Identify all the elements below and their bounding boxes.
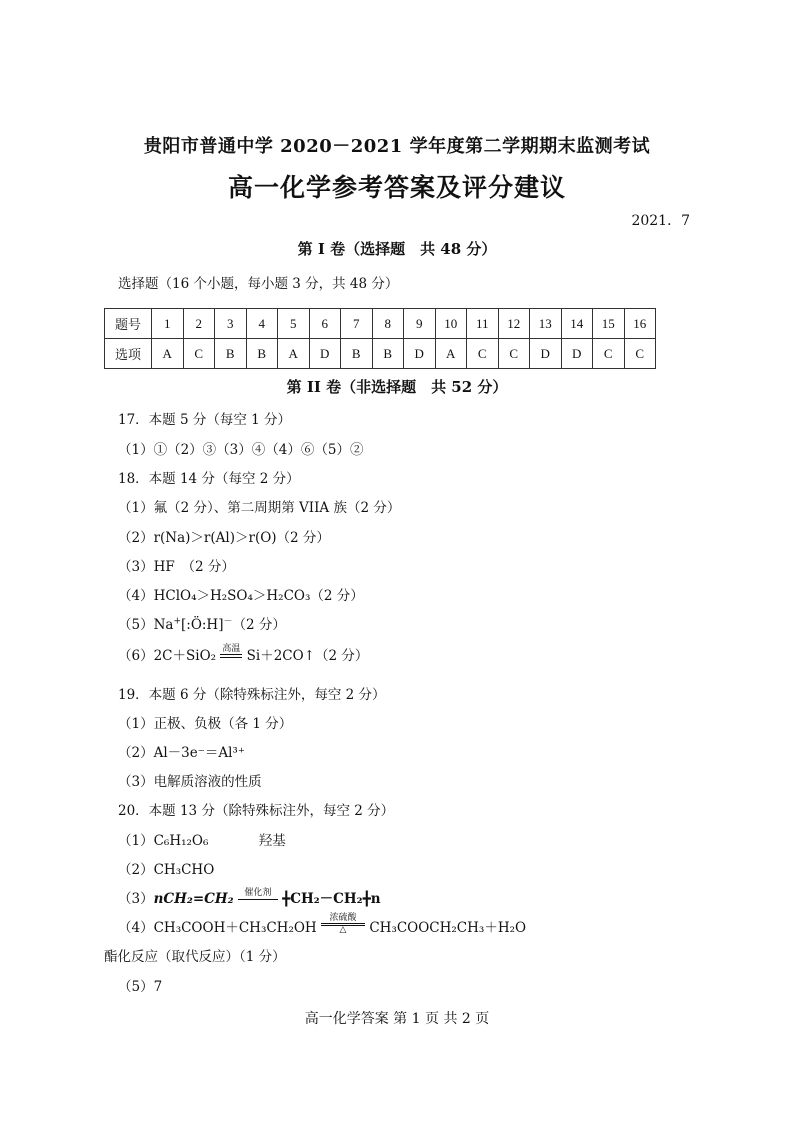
question-number-cell: 1	[152, 309, 184, 339]
question-number-cell: 10	[435, 309, 467, 339]
q20-answer-1	[118, 829, 286, 849]
part1-heading: 第 I 卷（选择题 共 48 分）	[297, 240, 497, 258]
q20-a4-left: （4）CH₃COOH＋CH₃CH₂OH	[118, 920, 317, 936]
superscript-plus: +	[173, 616, 181, 627]
answer-cell: A	[152, 339, 184, 369]
answer-cell: C	[593, 339, 625, 369]
arrow-right-icon	[238, 899, 278, 900]
table-row	[105, 339, 656, 369]
row-label: 题号	[105, 309, 152, 339]
answer-cell: B	[215, 339, 247, 369]
question-number-cell: 4	[246, 309, 278, 339]
q17-title: 17．本题 5 分（每空 1 分）	[118, 412, 292, 428]
answer-cell: B	[246, 339, 278, 369]
question-number-cell: 12	[498, 309, 530, 339]
question-number-cell: 2	[183, 309, 215, 339]
question-number-cell: 9	[404, 309, 436, 339]
reaction-condition-top: 浓硫酸	[329, 913, 357, 923]
answer-table	[104, 308, 656, 369]
q19-answer-2: （2）Al－3e⁻＝Al³⁺	[118, 745, 245, 761]
answer-cell: B	[372, 339, 404, 369]
q18-title: 18．本题 14 分（每空 2 分）	[118, 471, 300, 487]
part1-intro: 选择题（16 个小题，每小题 3 分，共 48 分）	[118, 276, 399, 292]
q18-answer-1: （1）氟（2 分）、第二周期第 VIIA 族（2 分）	[118, 500, 401, 516]
document-subtitle: 高一化学参考答案及评分建议	[227, 173, 566, 202]
q18-answer-5	[118, 613, 286, 633]
answer-cell: C	[467, 339, 499, 369]
row-label: 选项	[105, 339, 152, 369]
part2-heading: 第 II 卷（非选择题 共 52 分）	[286, 378, 508, 396]
question-number-cell: 8	[372, 309, 404, 339]
q20-answer-4	[118, 913, 527, 936]
question-number-cell: 6	[309, 309, 341, 339]
question-number-cell: 15	[593, 309, 625, 339]
q19-answer-3: （3）电解质溶液的性质	[118, 774, 262, 790]
q20-answer-2: （2）CH₃CHO	[118, 862, 215, 878]
question-number-cell: 7	[341, 309, 373, 339]
q18-a6-suffix: Si＋2CO↑（2 分）	[246, 648, 369, 664]
equals-arrow	[220, 645, 242, 658]
question-number-cell: 13	[530, 309, 562, 339]
date: 2021．7	[631, 213, 690, 229]
q20-title: 20．本题 13 分（除特殊标注外，每空 2 分）	[118, 803, 395, 819]
answer-cell: C	[498, 339, 530, 369]
q20-answer-5: （5）7	[118, 979, 163, 995]
q20-a4-right: CH₃COOCH₂CH₃＋H₂O	[369, 920, 527, 936]
answer-cell: A	[278, 339, 310, 369]
q18-a6-prefix: （6）2C＋SiO₂	[118, 648, 217, 664]
answer-cell: A	[435, 339, 467, 369]
reaction-condition: 高温	[222, 644, 241, 654]
q20-answer-4-note: 酯化反应（取代反应）（1 分）	[104, 949, 286, 965]
q18-a5-suffix: （2 分）	[232, 617, 286, 633]
page-footer: 高一化学答案 第 1 页 共 2 页	[304, 1011, 490, 1027]
answer-cell: D	[309, 339, 341, 369]
answer-cell: C	[624, 339, 656, 369]
question-number-cell: 3	[215, 309, 247, 339]
double-line-icon	[220, 654, 242, 658]
q19-title: 19．本题 6 分（除特殊标注外，每空 2 分）	[118, 687, 386, 703]
q20-a3-reactant: nCH₂=CH₂	[153, 891, 234, 907]
reaction-condition-bottom: △	[339, 925, 347, 935]
q19-answer-1: （1）正极、负极（各 1 分）	[118, 716, 293, 732]
question-number-cell: 14	[561, 309, 593, 339]
electron-dot-formula: [:Ö:H]	[181, 617, 224, 633]
reaction-condition: 催化剂	[244, 888, 272, 898]
q18-answer-6	[118, 644, 368, 664]
answer-cell: D	[561, 339, 593, 369]
q18-answer-2: （2）r(Na)＞r(Al)＞r(O)（2 分）	[118, 530, 330, 546]
q18-answer-4: （4）HClO₄＞H₂SO₄＞H₂CO₃（2 分）	[118, 588, 364, 604]
q20-a1-group: 羟基	[258, 833, 286, 849]
q17-answer: （1）①（2）③（3）④（4）⑥（5）②	[118, 442, 364, 458]
q20-a1-formula: （1）C₆H₁₂O₆	[118, 833, 209, 849]
q20-a3-prefix: （3）	[118, 891, 154, 907]
superscript-minus: －	[223, 616, 233, 627]
answer-cell: D	[404, 339, 436, 369]
reversible-arrow	[321, 914, 365, 935]
answer-cell: C	[183, 339, 215, 369]
q20-a3-product: ╋CH₂－CH₂╋n	[282, 891, 381, 907]
q20-answer-3	[118, 887, 381, 907]
document-title: 贵阳市普通中学 2020－2021 学年度第二学期期末监测考试	[143, 136, 651, 157]
reaction-arrow	[238, 889, 278, 900]
q18-answer-3: （3）HF （2 分）	[118, 559, 235, 575]
q18-a5-prefix: （5）Na	[118, 617, 174, 633]
question-number-cell: 5	[278, 309, 310, 339]
question-number-cell: 16	[624, 309, 656, 339]
answer-cell: D	[530, 339, 562, 369]
table-row	[105, 309, 656, 339]
answer-cell: B	[341, 339, 373, 369]
question-number-cell: 11	[467, 309, 499, 339]
